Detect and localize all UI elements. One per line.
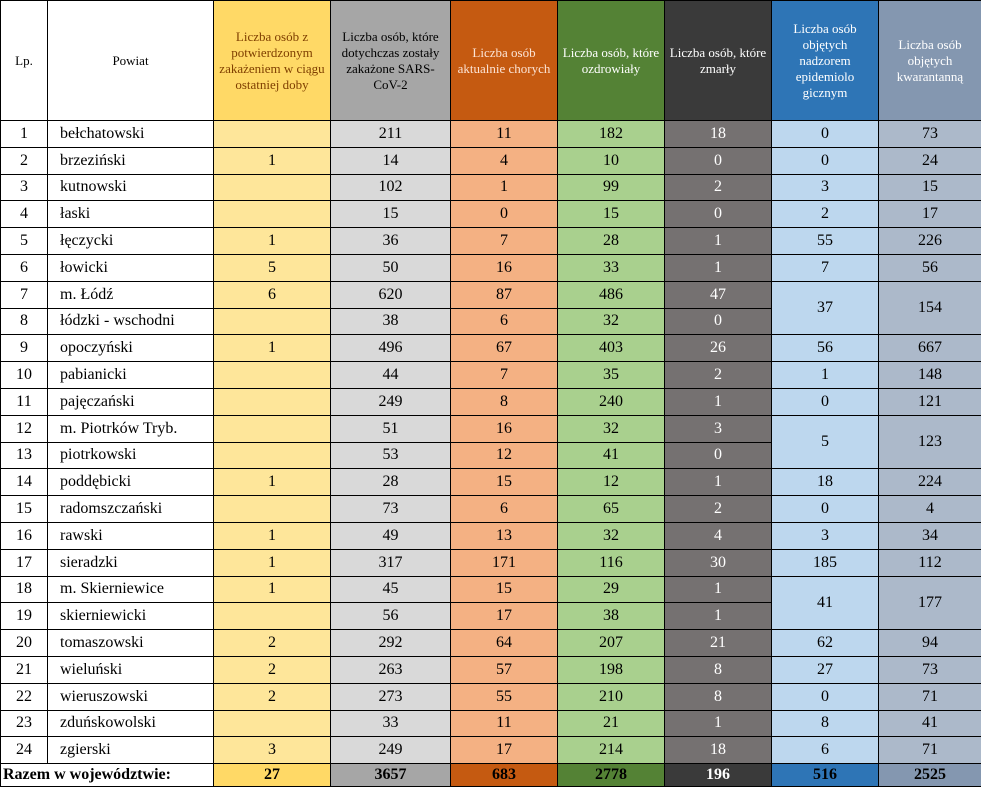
cell-epidemiological: 3 [772,174,879,201]
cell-lp: 23 [1,710,48,737]
cell-epidemiological: 7 [772,254,879,281]
cell-active: 16 [451,415,558,442]
cell-new-cases [214,201,331,228]
cell-active: 16 [451,254,558,281]
cell-recovered: 214 [558,737,665,764]
cell-quarantine: 667 [879,335,981,362]
cell-recovered: 33 [558,254,665,281]
table-row [1,174,981,201]
cell-lp: 12 [1,415,48,442]
cell-deaths: 18 [665,121,772,148]
cell-lp: 8 [1,308,48,335]
cell-new-cases [214,174,331,201]
cell-deaths: 47 [665,281,772,308]
total-active: 683 [451,764,558,787]
cell-deaths: 2 [665,496,772,523]
cell-active: 15 [451,469,558,496]
cell-lp: 5 [1,228,48,255]
cell-recovered: 210 [558,683,665,710]
cell-deaths: 1 [665,469,772,496]
cell-powiat: piotrkowski [48,442,214,469]
table-row [1,281,981,308]
cell-quarantine: 148 [879,362,981,389]
cell-quarantine: 56 [879,254,981,281]
cell-powiat: łódzki - wschodni [48,308,214,335]
cell-recovered: 38 [558,603,665,630]
cell-powiat: radomszczański [48,496,214,523]
cell-epidemiological: 185 [772,549,879,576]
cell-lp: 14 [1,469,48,496]
table-row [1,335,981,362]
cell-new-cases: 2 [214,683,331,710]
cell-total: 49 [331,522,451,549]
cell-recovered: 32 [558,522,665,549]
cell-deaths: 8 [665,656,772,683]
cell-total: 102 [331,174,451,201]
cell-recovered: 207 [558,630,665,657]
cell-new-cases [214,308,331,335]
cell-total: 317 [331,549,451,576]
table-row [1,737,981,764]
cell-deaths: 18 [665,737,772,764]
cell-deaths: 1 [665,576,772,603]
cell-lp: 4 [1,201,48,228]
cell-new-cases: 1 [214,147,331,174]
cell-powiat: pajęczański [48,388,214,415]
cell-deaths: 0 [665,442,772,469]
cell-powiat: wieruszowski [48,683,214,710]
cell-powiat: łowicki [48,254,214,281]
totals-label: Razem w województwie: [1,764,214,787]
cell-powiat: zgierski [48,737,214,764]
cell-new-cases [214,121,331,148]
table-row [1,362,981,389]
cell-deaths: 0 [665,201,772,228]
table-row [1,388,981,415]
cell-recovered: 486 [558,281,665,308]
header-lp: Lp. [1,1,48,121]
cell-total: 273 [331,683,451,710]
cell-active: 7 [451,228,558,255]
cell-total: 292 [331,630,451,657]
totals-row [1,764,981,787]
cell-deaths: 30 [665,549,772,576]
cell-total: 44 [331,362,451,389]
cell-deaths: 1 [665,254,772,281]
cell-active: 171 [451,549,558,576]
cell-quarantine: 73 [879,656,981,683]
cell-quarantine: 15 [879,174,981,201]
cell-deaths: 8 [665,683,772,710]
table-row [1,121,981,148]
cell-powiat: zduńskowolski [48,710,214,737]
cell-total: 53 [331,442,451,469]
table-row [1,254,981,281]
cell-new-cases: 5 [214,254,331,281]
header-total: Liczba osób, które dotychczas zostały zakażone SARS-CoV-2 [331,1,451,121]
cell-lp: 15 [1,496,48,523]
cell-lp: 3 [1,174,48,201]
header-quarantine: Liczba osób objętych kwarantanną [879,1,981,121]
cell-new-cases: 1 [214,469,331,496]
cell-total: 28 [331,469,451,496]
cell-total: 211 [331,121,451,148]
cell-epidemiological: 0 [772,147,879,174]
total-epidemiological: 516 [772,764,879,787]
cell-powiat: m. Piotrków Tryb. [48,415,214,442]
cell-lp: 13 [1,442,48,469]
cell-recovered: 99 [558,174,665,201]
table-row [1,469,981,496]
cell-lp: 7 [1,281,48,308]
cell-quarantine: 123 [879,415,981,469]
cell-epidemiological: 0 [772,121,879,148]
cell-recovered: 403 [558,335,665,362]
cell-epidemiological: 56 [772,335,879,362]
cell-active: 55 [451,683,558,710]
cell-powiat: pabianicki [48,362,214,389]
cell-total: 38 [331,308,451,335]
cell-new-cases: 1 [214,576,331,603]
cell-total: 263 [331,656,451,683]
header-row [1,1,981,121]
cell-deaths: 21 [665,630,772,657]
cell-lp: 17 [1,549,48,576]
cell-deaths: 2 [665,362,772,389]
cell-new-cases [214,388,331,415]
cell-epidemiological: 2 [772,201,879,228]
cell-total: 249 [331,737,451,764]
cell-new-cases [214,603,331,630]
cell-epidemiological: 55 [772,228,879,255]
cell-active: 11 [451,121,558,148]
cell-recovered: 10 [558,147,665,174]
cell-active: 7 [451,362,558,389]
header-new-cases: Liczba osób z potwierdzonym zakażeniem w ciągu ostatniej doby [214,1,331,121]
table-row [1,710,981,737]
cell-epidemiological: 0 [772,683,879,710]
cell-lp: 24 [1,737,48,764]
cell-lp: 22 [1,683,48,710]
cell-total: 15 [331,201,451,228]
cell-quarantine: 112 [879,549,981,576]
cell-new-cases: 1 [214,228,331,255]
cell-deaths: 2 [665,174,772,201]
header-recovered: Liczba osób, które ozdrowiały [558,1,665,121]
cell-lp: 20 [1,630,48,657]
cell-epidemiological: 6 [772,737,879,764]
cell-total: 50 [331,254,451,281]
cell-epidemiological: 27 [772,656,879,683]
cell-quarantine: 154 [879,281,981,335]
cell-recovered: 28 [558,228,665,255]
table-row [1,415,981,442]
cell-quarantine: 224 [879,469,981,496]
cell-epidemiological: 41 [772,576,879,630]
header-deaths: Liczba osób, które zmarły [665,1,772,121]
cell-new-cases: 1 [214,549,331,576]
cell-recovered: 116 [558,549,665,576]
cell-active: 1 [451,174,558,201]
cell-lp: 19 [1,603,48,630]
cell-new-cases: 6 [214,281,331,308]
cell-lp: 1 [1,121,48,148]
cell-active: 4 [451,147,558,174]
cell-powiat: opoczyński [48,335,214,362]
cell-quarantine: 71 [879,683,981,710]
cell-new-cases [214,362,331,389]
cell-epidemiological: 0 [772,496,879,523]
cell-total: 496 [331,335,451,362]
cell-quarantine: 226 [879,228,981,255]
cell-lp: 6 [1,254,48,281]
table-row [1,201,981,228]
cell-total: 620 [331,281,451,308]
cell-active: 87 [451,281,558,308]
cell-active: 64 [451,630,558,657]
header-powiat: Powiat [48,1,214,121]
cell-recovered: 198 [558,656,665,683]
total-infected: 3657 [331,764,451,787]
cell-active: 67 [451,335,558,362]
cell-quarantine: 121 [879,388,981,415]
table-row [1,656,981,683]
cell-lp: 2 [1,147,48,174]
cell-deaths: 26 [665,335,772,362]
cell-epidemiological: 3 [772,522,879,549]
cell-active: 6 [451,496,558,523]
table-row [1,549,981,576]
cell-powiat: łęczycki [48,228,214,255]
total-quarantine: 2525 [879,764,981,787]
cell-new-cases: 3 [214,737,331,764]
table-row [1,147,981,174]
cell-deaths: 1 [665,228,772,255]
cell-lp: 21 [1,656,48,683]
cell-quarantine: 24 [879,147,981,174]
cell-epidemiological: 1 [772,362,879,389]
cell-active: 12 [451,442,558,469]
cell-quarantine: 94 [879,630,981,657]
table-row [1,576,981,603]
cell-quarantine: 73 [879,121,981,148]
cell-active: 17 [451,603,558,630]
cell-powiat: kutnowski [48,174,214,201]
cell-epidemiological: 0 [772,388,879,415]
table-row [1,522,981,549]
cell-powiat: skierniewicki [48,603,214,630]
table-row [1,630,981,657]
cell-powiat: poddębicki [48,469,214,496]
cell-deaths: 0 [665,308,772,335]
cell-quarantine: 177 [879,576,981,630]
cell-powiat: m. Łódź [48,281,214,308]
cell-total: 51 [331,415,451,442]
table-body [1,121,981,764]
cell-active: 0 [451,201,558,228]
cell-quarantine: 34 [879,522,981,549]
cell-epidemiological: 5 [772,415,879,469]
cell-recovered: 15 [558,201,665,228]
cell-powiat: bełchatowski [48,121,214,148]
cell-new-cases: 1 [214,335,331,362]
cell-epidemiological: 62 [772,630,879,657]
cell-powiat: brzeziński [48,147,214,174]
cell-active: 17 [451,737,558,764]
cell-active: 57 [451,656,558,683]
cell-recovered: 12 [558,469,665,496]
cell-recovered: 32 [558,415,665,442]
cell-total: 45 [331,576,451,603]
cell-quarantine: 4 [879,496,981,523]
total-new-cases: 27 [214,764,331,787]
cell-recovered: 41 [558,442,665,469]
cell-total: 249 [331,388,451,415]
cell-active: 6 [451,308,558,335]
cell-lp: 11 [1,388,48,415]
cell-powiat: m. Skierniewice [48,576,214,603]
cell-quarantine: 41 [879,710,981,737]
cell-deaths: 1 [665,603,772,630]
cell-recovered: 21 [558,710,665,737]
table-row [1,496,981,523]
cell-total: 33 [331,710,451,737]
cell-active: 11 [451,710,558,737]
cell-powiat: tomaszowski [48,630,214,657]
header-active: Liczba osób aktualnie chorych [451,1,558,121]
cell-epidemiological: 18 [772,469,879,496]
cell-powiat: łaski [48,201,214,228]
cell-powiat: wieluński [48,656,214,683]
total-recovered: 2778 [558,764,665,787]
cell-lp: 10 [1,362,48,389]
cell-total: 14 [331,147,451,174]
cell-recovered: 240 [558,388,665,415]
cell-new-cases: 1 [214,522,331,549]
cell-recovered: 182 [558,121,665,148]
cell-new-cases [214,442,331,469]
cell-total: 73 [331,496,451,523]
cell-quarantine: 17 [879,201,981,228]
cell-new-cases [214,415,331,442]
cell-recovered: 65 [558,496,665,523]
cell-new-cases: 2 [214,630,331,657]
cell-deaths: 1 [665,710,772,737]
cell-lp: 16 [1,522,48,549]
cell-lp: 9 [1,335,48,362]
cell-deaths: 3 [665,415,772,442]
cell-recovered: 32 [558,308,665,335]
cell-recovered: 29 [558,576,665,603]
cell-epidemiological: 8 [772,710,879,737]
cell-new-cases [214,496,331,523]
cell-new-cases [214,710,331,737]
cell-total: 36 [331,228,451,255]
cell-powiat: sieradzki [48,549,214,576]
cell-lp: 18 [1,576,48,603]
total-deaths: 196 [665,764,772,787]
table-row [1,228,981,255]
cell-active: 13 [451,522,558,549]
cell-active: 8 [451,388,558,415]
cell-new-cases: 2 [214,656,331,683]
cell-epidemiological: 37 [772,281,879,335]
cell-recovered: 35 [558,362,665,389]
header-epidemiological: Liczba osób objętych nadzorem epidemiolo gicznym [772,1,879,121]
cell-deaths: 0 [665,147,772,174]
cell-deaths: 1 [665,388,772,415]
cell-powiat: rawski [48,522,214,549]
cell-active: 15 [451,576,558,603]
cell-deaths: 4 [665,522,772,549]
cell-total: 56 [331,603,451,630]
table-row [1,683,981,710]
cell-quarantine: 71 [879,737,981,764]
